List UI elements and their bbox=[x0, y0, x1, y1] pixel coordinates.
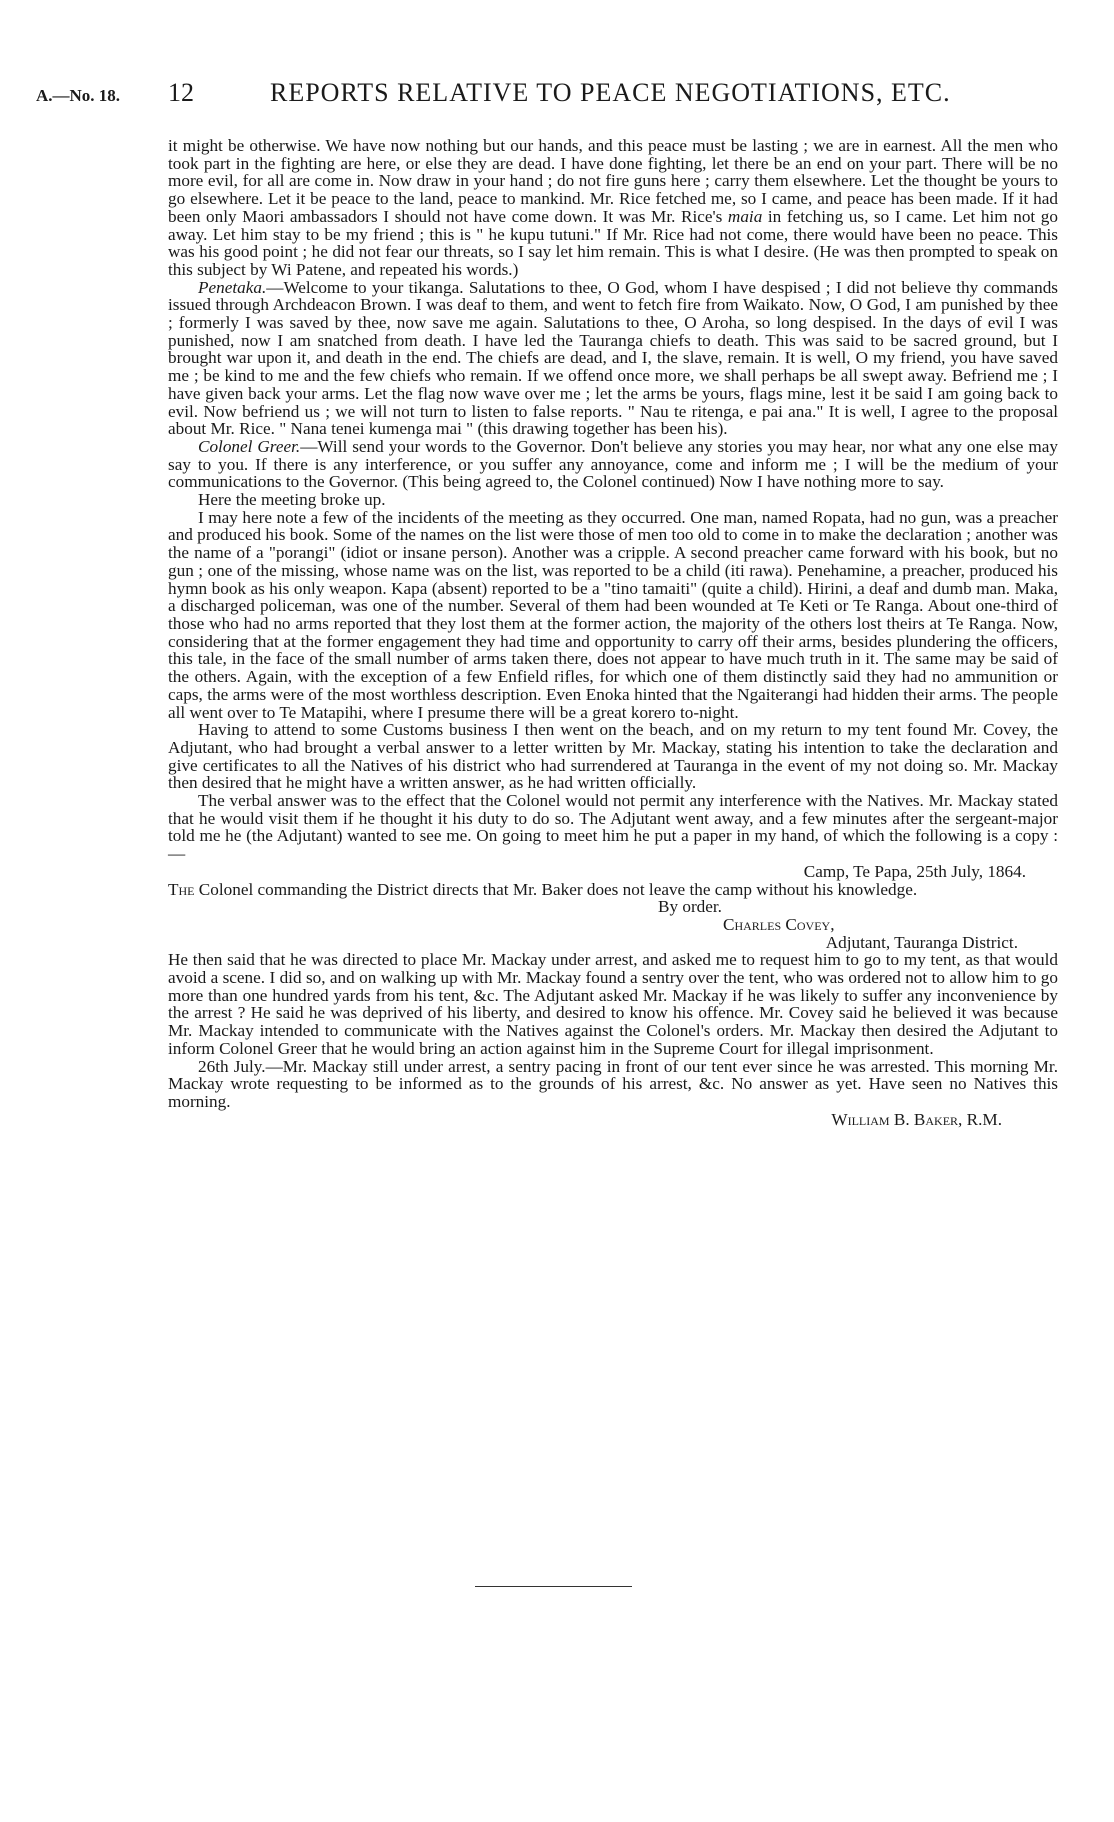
memo-body: Colonel commanding the District directs that Mr. Baker does not leave the camp without his knowledge. bbox=[198, 879, 918, 899]
paragraph-1-text: it might be otherwise. We have now nothing but our hands, and this peace must be lasting ; we are in earnest. All the men who took part in the fighting are here, or else they are dead. I have done fighting, let there be an end on your part. There will be no more evil, for all are come in. Now draw in your hand ; do not fire guns here ; carry them elsewhere. Let the thought be yours to go elsewhere. Let it be peace to the land, peace to mankind. Mr. Rice fetched me, so I came, and peace has been made. If it had been only Maori ambassadors I should not have come down. It was Mr. Rice's bbox=[168, 136, 1058, 226]
paragraph-verbal-answer: The verbal answer was to the effect that the Colonel would not permit any interference with the Natives. Mr. Mackay stated that he would visit them if he thought it his duty to do so. The Adjutant went away, and a few minutes after the sergeant-major told me he (the Adjutant) wanted to see me. On going to meet him he put a paper in my hand, of which the following is a copy :— bbox=[168, 791, 1058, 864]
page-header bbox=[36, 78, 1076, 114]
memo-text bbox=[168, 881, 1058, 899]
memo-date: Camp, Te Papa, 25th July, 1864. bbox=[803, 861, 1026, 881]
paragraph-incidents: I may here note a few of the incidents of the meeting as they occurred. One man, named Ropata, had no gun, was a preacher and produced his book. Some of the names on the list were those of men too old to come in to make the declaration ; another was the name of a "porangi" (idiot or insane person). Another was a cripple. A second preacher came forward with his book, but no gun ; one of the missing, whose name was on the list, was reported to be a child (iti rawa). Penehamine, a preacher, produced his hymn book as his only weapon. Kapa (absent) reported to be a "tino tamaiti" (quite a child). Hirini, a deaf and dumb man. Maka, a discharged policeman, was one of the number. Several of them had been wounded at Te Keti or Te Ranga. About one-third of those who had no arms reported that they lost them at the former action, the majority of the others lost theirs at Te Ranga. Now, considering that at the former engagement they had time and opportunity to carry off their arms, besides plundering the officers, this tale, in the face of the small number of arms taken there, does not appear to have much truth in it. The same may be said of the others. Again, with the exception of a few Enfield rifles, for which one of them distinctly said they had no ammunition or caps, the arms were of the most worthless description. Even Enoka hinted that the Ngaiterangi had hidden their arms. The people all went over to Te Matapihi, where I presume there will be a great korero to-night. bbox=[168, 507, 1058, 722]
maia-term: maia bbox=[727, 206, 763, 226]
signature: William B. Baker, R.M. bbox=[831, 1109, 1002, 1129]
memo-role: Adjutant, Tauranga District. bbox=[825, 932, 1018, 952]
paragraph-1 bbox=[168, 137, 1058, 279]
memo-signatory: Charles Covey, bbox=[723, 914, 835, 934]
penetaka-speech: —Welcome to your tikanga. Salutations to thee, O God, whom I have despised ; I did not believe thy commands issued through Archdeacon Brown. I was deaf to them, and went to fetch fire from Waikato. Now, O God, I am punished by thee ; formerly I was saved by thee, now save me again. Salutations to thee, O Aroha, so long despised. In the days of evil I was punished, now I am snatched from death. I have led the Tauranga chiefs to death. This was said to be sacred ground, but I brought war upon it, and death in the end. The chiefs are dead, and I, the slave, remain. It is well, O my friend, you have saved me ; be kind to me and the few chiefs who remain. If we offend once more, we shall perhaps be all swept away. Befriend me ; I have given back your arms. Let the flag now wave over me ; let the arms be yours, flags mine, lest it be said I am going back to evil. Now befriend us ; we will not turn to listen to false reports. " Nau te ritenga, e pai ana." It is well, I agree to the proposal about Mr. Rice. " Nana tenei kumenga mai " (this drawing together has been his). bbox=[168, 277, 1058, 439]
paragraph-penetaka bbox=[168, 279, 1058, 438]
memo-lead: The bbox=[168, 879, 195, 899]
end-rule bbox=[475, 1586, 632, 1587]
memo-by-order: By order. bbox=[658, 897, 722, 917]
running-title: REPORTS RELATIVE TO PEACE NEGOTIATIONS, ETC. bbox=[270, 78, 951, 107]
body-text bbox=[168, 137, 1058, 1128]
page-number: 12 bbox=[168, 78, 194, 107]
paragraph-meeting-end: Here the meeting broke up. bbox=[198, 490, 386, 510]
paragraph-colonel-greer bbox=[168, 438, 1058, 491]
speaker-penetaka: Penetaka. bbox=[198, 277, 267, 297]
paragraph-arrest: He then said that he was directed to place Mr. Mackay under arrest, and asked me to request him to go to my tent, as that would avoid a scene. I did so, and on walking up with Mr. Mackay found a sentry over the tent, who was ordered not to allow him to go more than one hundred yards from his tent, &c. The Adjutant asked Mr. Mackay if he was likely to suffer any inconvenience by the arrest ? He said he was deprived of his liberty, and desired to know his offence. Mr. Covey said he believed it was because Mr. Mackay intended to communicate with the Natives against the Colonel's orders. Mr. Mackay then desired the Adjutant to inform Colonel Greer that he would bring an action against him in the Supreme Court for illegal imprisonment. bbox=[168, 950, 1058, 1058]
paragraph-1-rest: in fetching us, so I came. Let him not go away. Let him stay to be my friend ; this is " he kupu tutuni." If Mr. Rice had not come, there would have been no peace. This was his good point ; he did not fear our threats, so I say let him remain. This is what I desire. (He was then prompted to speak on this subject by Wi Patene, and repeated his words.) bbox=[168, 206, 1058, 279]
colonel-greer-speech: —Will send your words to the Governor. Don't believe any stories you may hear, nor what any one else may say to you. If there is any interference, or you suffer any annoyance, come and inform me ; I will be the medium of your communications to the Governor. (This being agreed to, the Colonel continued) Now I have nothing more to say. bbox=[168, 436, 1058, 492]
speaker-colonel-greer: Colonel Greer. bbox=[198, 436, 301, 456]
paragraph-26th-july: 26th July.—Mr. Mackay still under arrest, a sentry pacing in front of our tent ever since he was arrested. This morning Mr. Mackay wrote requesting to be informed as to the grounds of his arrest, &c. No answer as yet. Have seen no Natives this morning. bbox=[168, 1056, 1058, 1111]
paragraph-customs: Having to attend to some Customs business I then went on the beach, and on my return to my tent found Mr. Covey, the Adjutant, who had brought a verbal answer to a letter written by Mr. Mackay, stating his intention to take the declaration and give certificates to all the Natives of his district who had surrendered at Tauranga in the event of my not doing so. Mr. Mackay then desired that he might have a written answer, as he had written officially. bbox=[168, 720, 1058, 793]
document-reference: A.—No. 18. bbox=[36, 86, 121, 105]
